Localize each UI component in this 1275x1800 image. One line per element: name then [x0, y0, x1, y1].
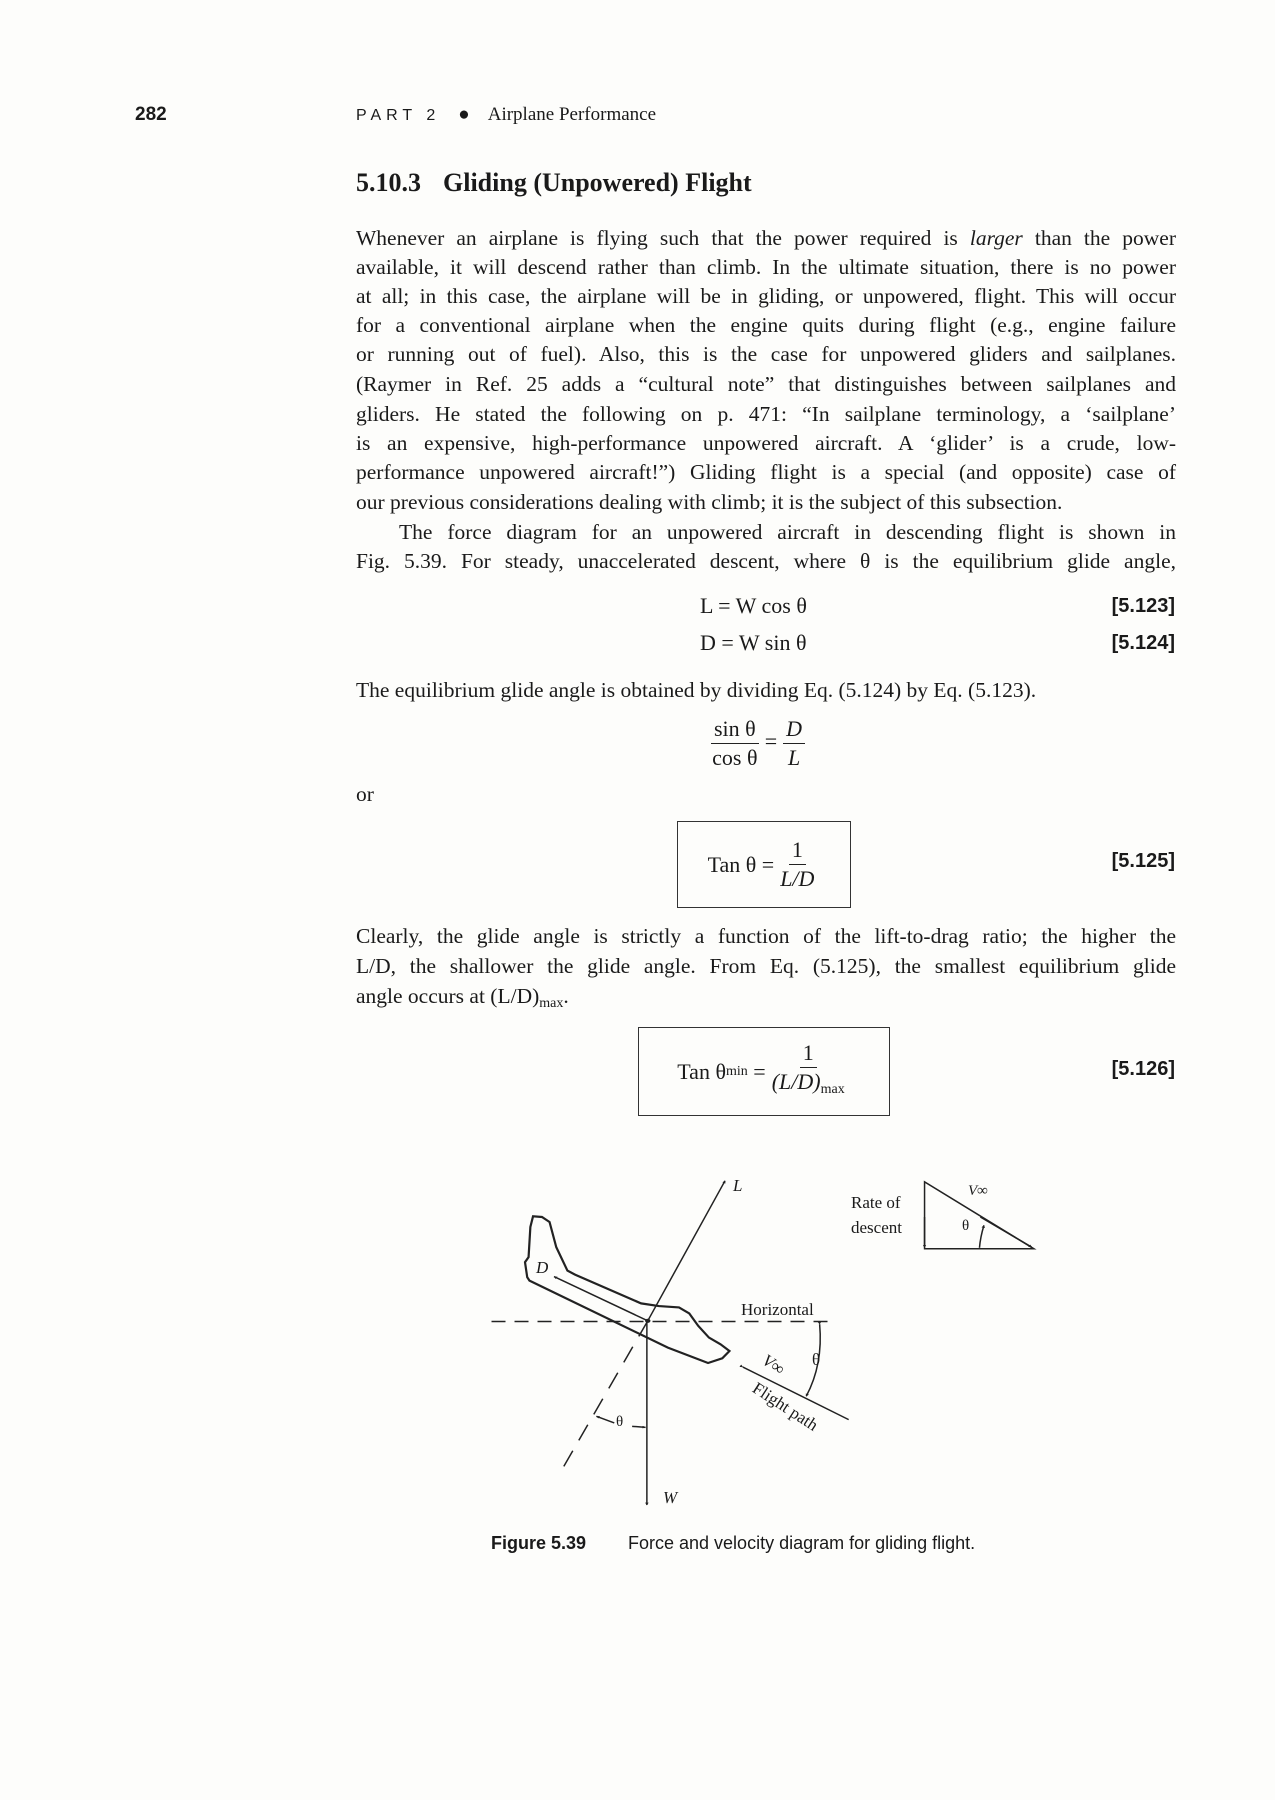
section-heading	[356, 168, 752, 198]
body-line: angle occurs at $(L/D)_{max}$.	[356, 984, 569, 1011]
part-title: Airplane Performance	[487, 104, 657, 125]
running-header	[356, 104, 656, 126]
angle-label-lower: θ	[616, 1414, 624, 1430]
airplane-outline	[525, 1216, 729, 1363]
equation-5-125-box: Tan θ = $\frac{1}{L/D}$	[677, 821, 851, 908]
body-line: (Raymer in Ref. 25 adds a “cultural note” that distinguishes between sailplanes and	[356, 372, 1176, 396]
bullet: ●	[458, 104, 470, 125]
equation-5-123: L = W cos θ	[700, 593, 807, 618]
equation-number: [5.124]	[1111, 632, 1175, 654]
part-label: PART 2	[356, 107, 441, 124]
velocity-label: V∞	[758, 1350, 789, 1379]
body-line: our previous considerations dealing with climb; it is the subject of this subsection.	[356, 490, 1063, 514]
lift-vector	[648, 1181, 725, 1321]
triangle-velocity-label: V∞	[968, 1183, 988, 1199]
angle-arrow-left	[596, 1416, 614, 1423]
section-title: Gliding (Unpowered) Flight	[443, 168, 752, 197]
angle-arrow-right	[632, 1426, 645, 1427]
lift-extension-line	[558, 1321, 647, 1476]
center-of-gravity-dot	[645, 1319, 650, 1323]
body-line: performance unpowered aircraft!”) Gliding flight is a special (and opposite) case of	[356, 460, 1176, 484]
equation-5-124: D = W sin θ	[700, 630, 807, 655]
equation-number: [5.123]	[1111, 595, 1175, 617]
equation-number: [5.126]	[1111, 1058, 1175, 1080]
body-line: L/D, the shallower the glide angle. From Eq. (5.125), the smallest equilibrium glide	[356, 954, 1176, 978]
equation-5-126-box: Tan θ min = $\frac{1}{(L/D)_{max}}$	[638, 1027, 890, 1116]
body-line: for a conventional airplane when the engine quits during flight (e.g., engine failure	[356, 313, 1176, 337]
body-line: at all; in this case, the airplane will be in gliding, or unpowered, flight. This will occur	[356, 284, 1176, 308]
or-text: or	[356, 782, 374, 806]
section-number: 5.10.3	[356, 168, 421, 197]
body-line: Fig. 5.39. For steady, unaccelerated descent, where θ is the equilibrium glide angle,	[356, 549, 1176, 573]
weight-label: W	[663, 1488, 678, 1507]
body-line: Clearly, the glide angle is strictly a function of the lift-to-drag ratio; the higher the	[356, 924, 1176, 948]
descent-label: descent	[851, 1218, 902, 1237]
triangle-angle-label: θ	[962, 1218, 970, 1234]
drag-label: D	[536, 1258, 549, 1277]
glide-force-diagram	[400, 1150, 1100, 1570]
rate-of-label: Rate of	[851, 1193, 901, 1212]
body-line: The force diagram for an unpowered aircraft in descending flight is shown in	[399, 520, 1176, 544]
body-line: available, it will descend rather than climb. In the ultimate situation, there is no power	[356, 255, 1176, 279]
body-line: gliders. He stated the following on p. 471: “In sailplane terminology, a ‘sailplane’	[356, 402, 1176, 426]
lift-label: L	[733, 1176, 743, 1195]
figure-caption: Force and velocity diagram for gliding flight.	[628, 1533, 976, 1553]
page-number: 282	[135, 104, 167, 125]
flight-path-label: Flight path	[749, 1378, 822, 1435]
figure-label: Figure 5.39	[491, 1533, 587, 1553]
equation-number: [5.125]	[1111, 850, 1175, 872]
body-line: or running out of fuel). Also, this is the case for unpowered gliders and sailplanes.	[356, 342, 1176, 366]
body-line: The equilibrium glide angle is obtained by dividing Eq. (5.124) by Eq. (5.123).	[356, 678, 1037, 702]
glide-angle-label: θ	[812, 1350, 821, 1369]
ratio-equation: $\frac{\text{sin θ}}{\text{cos θ}}$ = $\frac{D}{L}$	[705, 715, 811, 772]
horizontal-label: Horizontal	[741, 1300, 814, 1319]
body-line: is an expensive, high-performance unpowered aircraft. A ‘glider’ is a crude, low-	[356, 431, 1176, 455]
body-line: Whenever an airplane is flying such that the power required is larger than the power	[356, 226, 1176, 250]
